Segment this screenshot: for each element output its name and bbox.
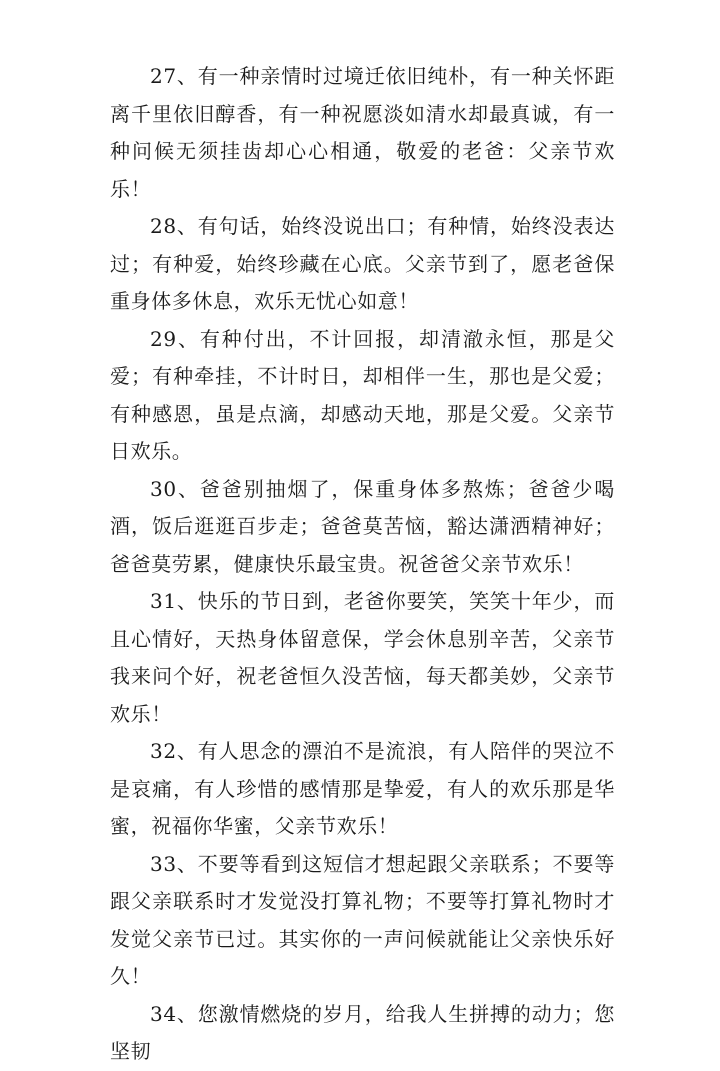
- paragraph-30: 30、爸爸别抽烟了，保重身体多熬炼；爸爸少喝酒，饭后逛逛百步走；爸爸莫苦恼，豁达潇洒精神好；爸爸莫劳累，健康快乐最宝贵。祝爸爸父亲节欢乐！: [110, 476, 615, 576]
- paragraph-32: 32、有人思念的漂泊不是流浪，有人陪伴的哭泣不是哀痛，有人珍惜的感情那是挚爱，有人的欢乐那是华蜜，祝福你华蜜，父亲节欢乐！: [110, 739, 615, 838]
- paragraph-34: 34、您激情燃烧的岁月，给我人生拼搏的动力；您坚韧: [110, 1001, 615, 1063]
- document-body: [110, 58, 615, 1071]
- paragraph-29: 29、有种付出，不计回报，却清澈永恒，那是父爱；有种牵挂，不计时日，却相伴一生，那也是父爱；有种感恩，虽是点滴，却感动天地，那是父爱。父亲节日欢乐。: [110, 326, 615, 463]
- paragraph-31: 31、快乐的节日到，老爸你要笑，笑笑十年少，而且心情好，天热身体留意保，学会休息别辛苦，父亲节我来问个好，祝老爸恒久没苦恼，每天都美妙，父亲节欢乐！: [110, 589, 615, 726]
- paragraph-27: 27、有一种亲情时过境迁依旧纯朴，有一种关怀距离千里依旧醇香，有一种祝愿淡如清水却最真诚，有一种问候无须挂齿却心心相通，敬爱的老爸：父亲节欢乐！: [110, 64, 615, 201]
- paragraph-28: 28、有句话，始终没说出口；有种情，始终没表达过；有种爱，始终珍藏在心底。父亲节到了，愿老爸保重身体多休息，欢乐无忧心如意！: [110, 214, 615, 313]
- paragraph-33: 33、不要等看到这短信才想起跟父亲联系；不要等跟父亲联系时才发觉没打算礼物；不要等打算礼物时才发觉父亲节已过。其实你的一声问候就能让父亲快乐好久！: [110, 851, 615, 988]
